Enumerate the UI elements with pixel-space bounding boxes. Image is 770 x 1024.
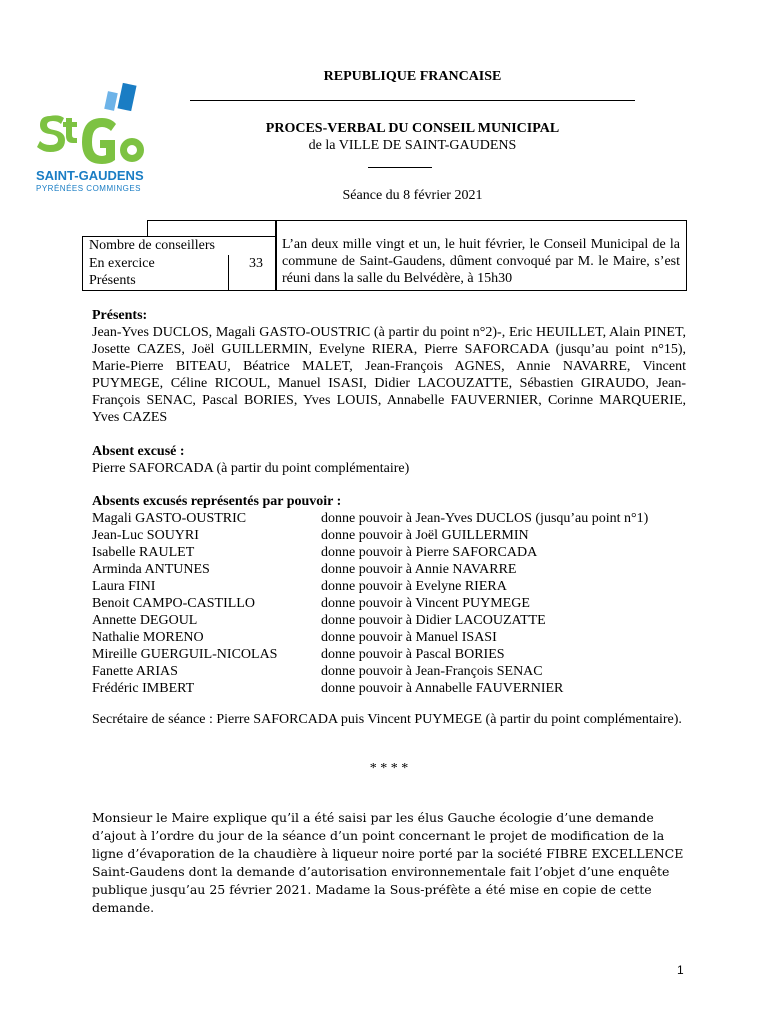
document-title: PROCES-VERBAL DU CONSEIL MUNICIPAL: [265, 121, 560, 136]
table-top-cell: [147, 220, 277, 237]
table-row-value: 33: [249, 256, 263, 271]
intro-text: L’an deux mille vingt et un, le huit février, le Conseil Municipal de la commune de Saint-Gaudens, dûment convoqué par M. le Maire, s’est réuni dans la salle du Belvédère, à 15h30: [282, 237, 680, 286]
absent-text: Pierre SAFORCADA (à partir du point complémentaire): [92, 461, 410, 476]
member-name: Benoit CAMPO-CASTILLO: [92, 596, 255, 611]
councillors-table: [82, 236, 277, 291]
table-row-label: Nombre de conseillers: [89, 238, 215, 253]
presents-list: Jean-Yves DUCLOS, Magali GASTO-OUSTRIC (à partir du point n°2)-, Eric HEUILLET, Alain PINET, Josette CAZES, Joël GUILLERMIN, Evelyne RIERA, Pierre SAFORCADA (jusqu’au point n°15), Marie-Pierre BITEAU, Béatrice MALET, Jean-François AGNES, Annie NAVARRE, Vincent PUYMEGE, Céline RICOUL, Manuel ISASI, Didier LACOUZATTE, Sébastien GIRAUDO, Jean-François SENAC, Pascal BORIES, Yves LOUIS, Annabelle FAUVERNIER, Corinne MARQUERIE, Yves CAZES: [92, 325, 686, 425]
proxy-text: donne pouvoir à Vincent PUYMEGE: [321, 596, 530, 611]
body-paragraph: Monsieur le Maire explique qu’il a été saisi par les élus Gauche écologie d’une demande d’ajout à l’ordre du jour de la séance d’un point concernant le projet de modification de la ligne d’évaporation de la chaudière à liqueur noire porté par la société FIBRE EXCELLENCE Saint-Gaudens dont la demande d’autorisation environnementale fait l’objet d’une enquête publique jusqu’au 25 février 2021. Madame la Sous-préfète a été mise en copie de cette demande.: [92, 810, 684, 915]
proxy-text: donne pouvoir à Manuel ISASI: [321, 630, 497, 645]
member-name: Laura FINI: [92, 579, 156, 594]
proxy-text: donne pouvoir à Jean-Yves DUCLOS (jusqu’au point n°1): [321, 511, 649, 526]
proxy-text: donne pouvoir à Annabelle FAUVERNIER: [321, 681, 564, 696]
member-name: Nathalie MORENO: [92, 630, 204, 645]
member-name: Arminda ANTUNES: [92, 562, 210, 577]
logo-name: SAINT-GAUDENS: [36, 168, 144, 183]
member-name: Annette DEGOUL: [92, 613, 198, 628]
separator-stars: * * * *: [369, 761, 409, 776]
proxy-text: donne pouvoir à Pierre SAFORCADA: [321, 545, 538, 560]
republique-heading: REPUBLIQUE FRANCAISE: [323, 69, 502, 84]
member-name: Frédéric IMBERT: [92, 681, 195, 696]
proxy-text: donne pouvoir à Didier LACOUZATTE: [321, 613, 546, 628]
secretaire-text: Secrétaire de séance : Pierre SAFORCADA puis Vincent PUYMEGE (à partir du point complémentaire).: [92, 712, 682, 727]
member-name: Fanette ARIAS: [92, 664, 178, 679]
represented-heading: Absents excusés représentés par pouvoir :: [92, 494, 342, 509]
member-name: Jean-Luc SOUYRI: [92, 528, 199, 543]
short-rule: [368, 167, 432, 168]
saint-gaudens-logo: [32, 78, 148, 196]
seance-date: Séance du 8 février 2021: [342, 188, 483, 203]
table-row-label: En exercice: [89, 256, 155, 271]
intro-box: [275, 220, 687, 291]
logo-region: PYRÉNÉES COMMINGES: [36, 184, 142, 193]
proxy-text: donne pouvoir à Joël GUILLERMIN: [321, 528, 529, 543]
absent-heading: Absent excusé :: [92, 444, 185, 459]
member-name: Isabelle RAULET: [92, 545, 195, 560]
proxy-text: donne pouvoir à Annie NAVARRE: [321, 562, 517, 577]
member-name: Mireille GUERGUIL-NICOLAS: [92, 647, 278, 662]
table-divider: [228, 255, 229, 290]
table-row-label: Présents: [89, 273, 136, 288]
header-rule: [190, 100, 635, 101]
proxy-text: donne pouvoir à Evelyne RIERA: [321, 579, 507, 594]
proxy-text: donne pouvoir à Jean-François SENAC: [321, 664, 543, 679]
member-name: Magali GASTO-OUSTRIC: [92, 511, 247, 526]
ville-subtitle: de la VILLE DE SAINT-GAUDENS: [308, 138, 517, 153]
page-number: 1: [677, 963, 684, 977]
proxy-text: donne pouvoir à Pascal BORIES: [321, 647, 505, 662]
logo-graphic: [32, 78, 148, 196]
presents-heading: Présents:: [92, 308, 148, 323]
represented-list: [92, 510, 686, 700]
